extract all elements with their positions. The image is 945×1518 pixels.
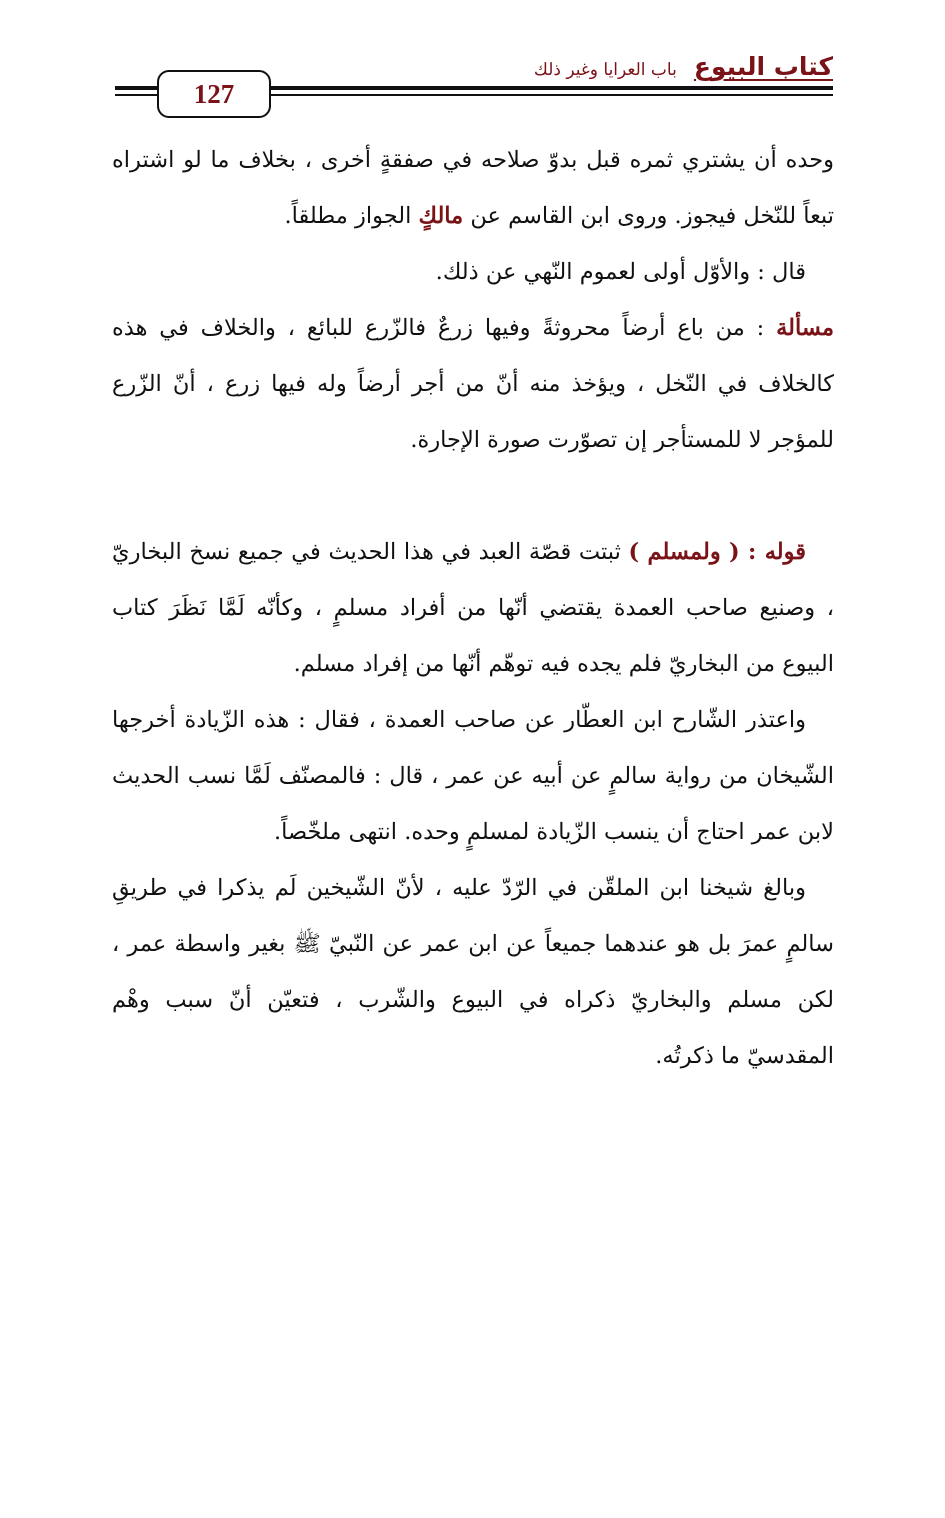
page-number: 127 xyxy=(193,78,235,109)
paragraph-5: واعتذر الشّارح ابن العطّار عن صاحب العمدة ، فقال : هذه الزّيادة أخرجها الشّيخان من رواية سالمٍ عن أبيه عن عمر ، قال : فالمصنّف لَمَّا نسب الحديث لابن عمر احتاج أن ينسب الزّيادة لمسلمٍ وحده. انتهى ملخّصاً. xyxy=(112,707,834,845)
quote-label: قوله : ( ولمسلم ) xyxy=(628,539,806,565)
page-header xyxy=(115,50,833,120)
paragraph-1-end: الجواز مطلقاً. xyxy=(284,203,419,229)
paragraph-3 xyxy=(112,300,834,468)
paragraph-1-text: وحده أن يشتري ثمره قبل بدوّ صلاحه في صفقةٍ أخرى ، بخلاف ما لو اشتراه تبعاً للنّخل فيجوز. وروى ابن القاسم عن xyxy=(112,147,834,229)
page-number-box xyxy=(157,70,271,118)
paragraph-3-text: : من باع أرضاً محروثةً وفيها زرعٌ فالزّرع للبائع ، والخلاف في هذه كالخلاف في النّخل ، ويؤخذ منه أنّ من أجر أرضاً وله فيها زرع ، أنّ الزّرع للمؤجر لا للمستأجر إن تصوّرت صورة الإجارة. xyxy=(112,315,834,453)
paragraph-6: وبالغ شيخنا ابن الملقّن في الرّدّ عليه ، لأنّ الشّيخين لَم يذكرا في طريقِ سالمٍ عمرَ بل هو عندهما جميعاً عن ابن عمر عن النّبيّ ﷺ بغير واسطة عمر ، لكن مسلم والبخاريّ ذكراه في البيوع والشّرب ، فتعيّن أنّ سبب وهْم المقدسيّ ما ذكرتُه. xyxy=(112,875,834,1069)
issue-label: مسألة xyxy=(776,315,834,341)
page-body xyxy=(112,132,834,1084)
highlighted-name-malik: مالكٍ xyxy=(418,203,464,229)
paragraph-4 xyxy=(112,524,834,692)
paragraph-4-text: ثبتت قصّة العبد في هذا الحديث في جميع نسخ البخاريّ ، وصنيع صاحب العمدة يقتضي أنّها من أفراد مسلمٍ ، وكأنّه لَمَّا نَظَرَ كتاب البيوع من البخاريّ فلم يجده فيه توهّم أنّها من إفراد مسلم. xyxy=(112,539,834,677)
section-gap xyxy=(112,468,834,524)
chapter-title: باب العرايا وغير ذلك xyxy=(533,60,677,80)
paragraph-2: قال : والأوّل أولى لعموم النّهي عن ذلك. xyxy=(435,259,806,285)
book-title: كتاب البيوع xyxy=(693,52,833,81)
paragraph-1 xyxy=(112,132,834,244)
header-titles xyxy=(534,52,833,81)
